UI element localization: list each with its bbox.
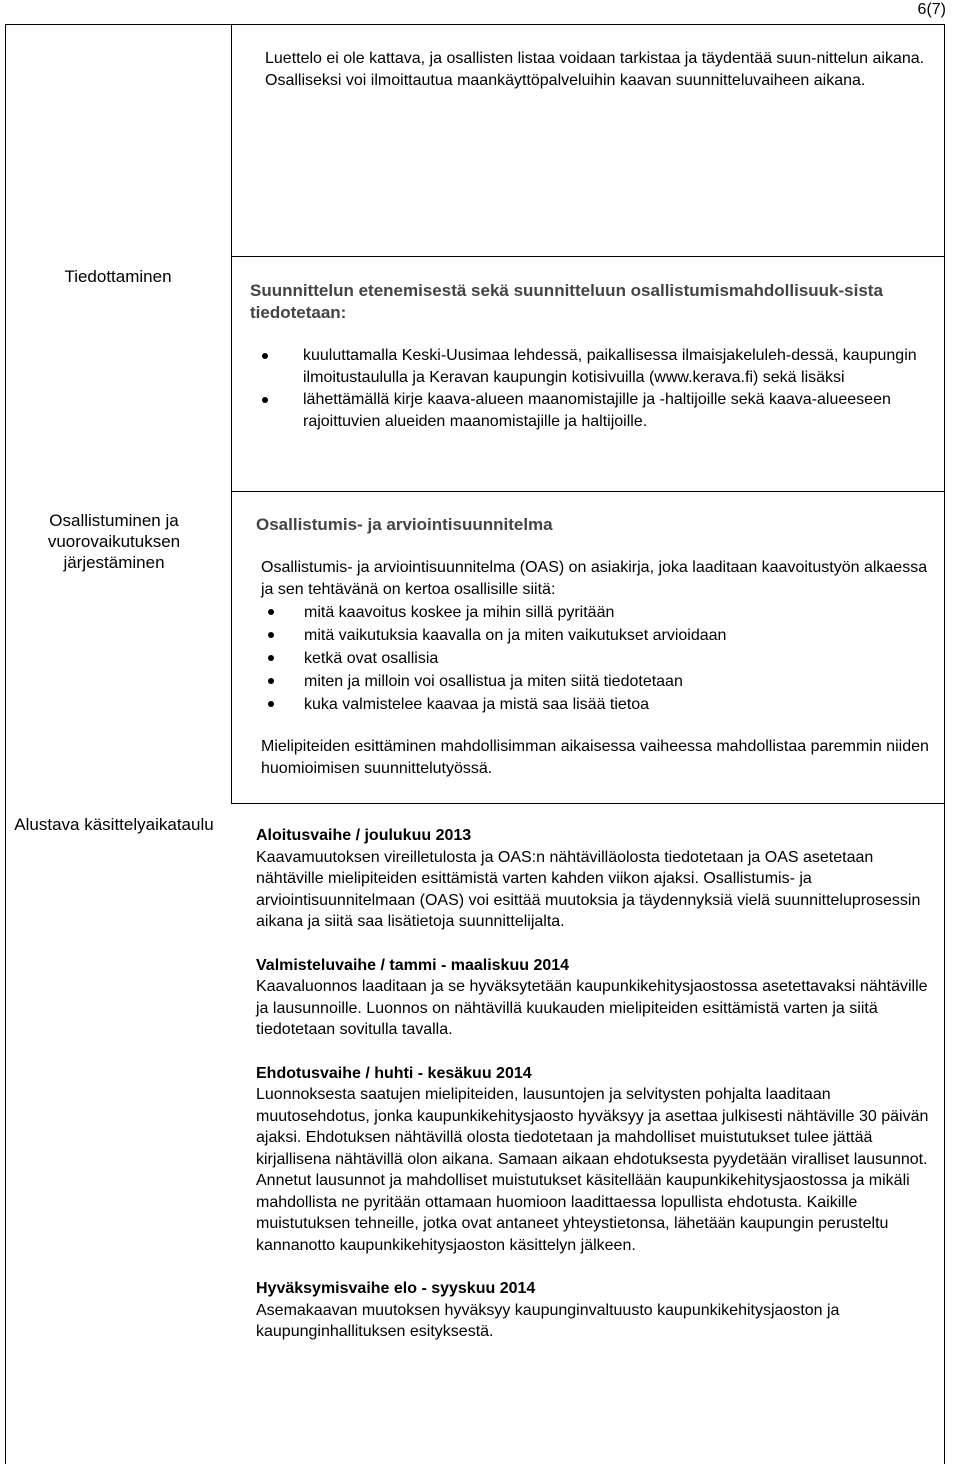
table-border-right <box>944 24 945 1464</box>
list-item: ketkä ovat osallisia <box>256 647 936 670</box>
intro-text: Luettelo ei ole kattava, ja osallisten listaa voidaan tarkistaa ja täydentää suun-nittelun aikana. Osalliseksi voi ilmoittautua maankäyttöpalveluihin kaavan suunnitteluvaiheen aikana. <box>265 50 925 89</box>
tiedottaminen-label-cell <box>8 266 228 287</box>
osallistuminen-closing: Mielipiteiden esittäminen mahdollisimman aikaisessa vaiheessa mahdollistaa paremmin niiden huomioimisen suunnittelutyössä. <box>261 738 929 777</box>
phase-aloitus <box>256 825 934 933</box>
row-divider-3 <box>231 803 945 804</box>
phase-text: Kaavaluonnos laaditaan ja se hyväksytetään kaupunkikehitysjaostossa asetettavaksi nähtäville ja lausunnoille. Luonnos on nähtävillä kuukauden mielipiteiden esittämistä varten ja siitä tiedotetaan sovitulla tavalla. <box>256 978 928 1038</box>
column-divider-3 <box>231 491 232 804</box>
list-item: kuka valmistelee kaavaa ja mistä saa lisää tietoa <box>256 693 936 716</box>
intro-cell <box>265 48 930 92</box>
column-divider-2 <box>231 256 232 492</box>
column-divider-1 <box>231 24 232 256</box>
tiedottaminen-label: Tiedottaminen <box>64 267 172 286</box>
phase-text: Kaavamuutoksen vireilletulosta ja OAS:n nähtävilläolosta tiedotetaan ja OAS asetetaan nähtäville mielipiteiden esittämistä varten kahden viikon ajaksi. Osallistumis- ja arviointisuunnitelmaan (OAS) voi esittää muutoksia ja täydennyksiä vielä suunnitteluprosessin aikana ja siitä saa lisätietoja suunnittelijalta. <box>256 848 921 930</box>
osallistuminen-label-cell <box>18 510 210 573</box>
osallistuminen-heading: Osallistumis- ja arviointisuunnitelma <box>256 515 553 534</box>
phase-title: Aloitusvaihe / joulukuu 2013 <box>256 827 472 844</box>
phase-valmistelu <box>256 955 934 1041</box>
list-item: miten ja milloin voi osallistua ja miten siitä tiedotetaan <box>256 670 936 693</box>
tiedottaminen-heading: Suunnittelun etenemisestä sekä suunnitteluun osallistumismahdollisuuk-sista tiedotetaan: <box>250 281 883 322</box>
osallistuminen-label: Osallistuminen ja vuorovaikutuksen järjestäminen <box>47 511 181 572</box>
tiedottaminen-list <box>250 345 930 433</box>
row-divider-2 <box>231 491 945 492</box>
list-item: mitä kaavoitus koskee ja mihin sillä pyritään <box>256 601 936 624</box>
aikataulu-label: Alustava käsittelyaikataulu <box>14 815 214 834</box>
list-item: lähettämällä kirje kaava-alueen maanomistajille ja -haltijoille sekä kaava-alueeseen rajoittuvien alueiden maanomistajille ja haltijoille. <box>250 389 930 433</box>
phase-title: Valmisteluvaihe / tammi - maaliskuu 2014 <box>256 956 570 974</box>
phase-ehdotus <box>256 1063 934 1257</box>
phase-title: Ehdotusvaihe / huhti - kesäkuu 2014 <box>256 1064 532 1082</box>
tiedottaminen-content <box>250 280 930 433</box>
phase-text: Asemakaavan muutoksen hyväksyy kaupunginvaltuusto kaupunkikehitysjaoston ja kaupunginhallituksen esityksestä. <box>256 1301 840 1340</box>
table-border-left <box>5 24 6 1464</box>
list-item: mitä vaikutuksia kaavalla on ja miten vaikutukset arvioidaan <box>256 624 936 647</box>
osallistuminen-list <box>256 601 936 716</box>
phase-text: Luonnoksesta saatujen mielipiteiden, lausuntojen ja selvitysten pohjalta laaditaan muutosehdotus, jonka kaupunkikehitysjaosto hyväksyy ja asettaa julkisesti nähtäville 30 päivän ajaksi. Ehdotuksen nähtävillä olosta tiedotetaan ja mahdolliset muistutukset tulee jättää kirjallisena nähtävillä olon aikana. Samaan aikaan ehdotuksesta pyydetään viralliset lausunnot. Annetut lausunnot ja mahdolliset muistutukset käsitellään kaupunkikehitysjaostossa ja mikäli mahdollista ne pyritään ottamaan huomioon laadittaessa lopullista ehdotusta. Kaikille muistutuksen tehneille, jotka ovat antaneet yhteystietonsa, lähetään kaupungin perusteltu kannanotto kaupunkikehitysjaoston käsittelyn jälkeen. <box>256 1086 929 1254</box>
phase-title: Hyväksymisvaihe elo - syyskuu 2014 <box>256 1280 536 1297</box>
aikataulu-content <box>256 825 934 1343</box>
phase-hyvaksyminen <box>256 1278 934 1343</box>
osallistuminen-content <box>256 514 936 780</box>
row-divider-1 <box>231 256 945 257</box>
aikataulu-label-cell <box>8 814 220 835</box>
table-border-top <box>5 24 945 25</box>
osallistuminen-intro: Osallistumis- ja arviointisuunnitelma (OAS) on asiakirja, joka laaditaan kaavoitustyön alkaessa ja sen tehtävänä on kertoa osallisille siitä: <box>261 559 928 598</box>
list-item: kuuluttamalla Keski-Uusimaa lehdessä, paikallisessa ilmaisjakeluleh-dessä, kaupungin ilmoitustaululla ja Keravan kaupungin kotisivuilla (www.kerava.fi) sekä lisäksi <box>250 345 930 389</box>
page-number: 6(7) <box>917 1 946 18</box>
